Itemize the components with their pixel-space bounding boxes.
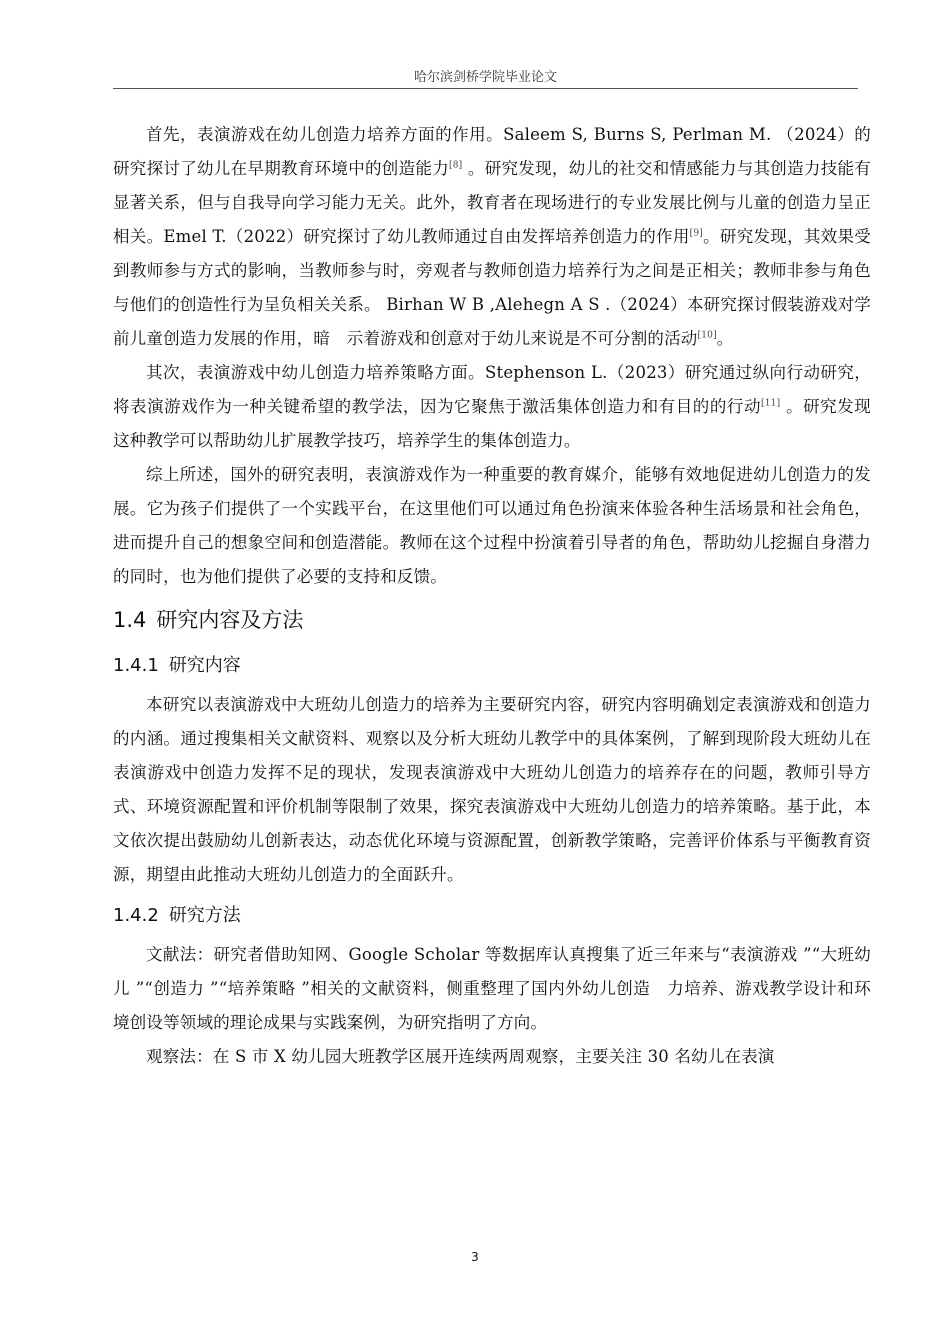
citation-8: [8] [449, 160, 463, 171]
citation-9: [9] [689, 228, 704, 239]
text: 其次，表演游戏中幼儿创造力培养策略方面。Stephenson L.（2023）研究通过纵向行动研究，将表演游戏作为一种关键希望的教学法，因为它聚焦于激活集体创造力和有目的的行动 [113, 363, 871, 416]
text: 。研究发现，其效果受到教师参与方式的影响，当教师参与时，旁观者与教师创造力培养行为之间是正相关；教师非参与角色与他们的创造性行为呈负相关关系。 Birhan W B ,Alehegn A S .（2024）本研究探讨假装游戏对学前儿童创造力发展的作用，暗 示着游戏和创意对于幼儿来说是不可分割的活动 [113, 227, 872, 348]
text: 。研究发现，幼儿的社交和情感能力与其创造力技能有显著关系，但与自我导向学习能力无关。此外，教育者在现场进行的专业发展比例与儿童的创造力呈正相关。Emel T.（2022）研究探讨了幼儿教师通过自由发挥培养创造力的作用 [113, 159, 871, 246]
section-title: 研究内容及方法 [156, 608, 304, 632]
paragraph-literature-method: 文献法：研究者借助知网、Google Scholar 等数据库认真搜集了近三年来与“表演游戏 ”“大班幼儿 ”“创造力 ”“培养策略 ”相关的文献资料，侧重整理了国内外幼儿创造 力培养、游戏教学设计和环境创设等领域的理论成果与实践案例，为研究指明了方向。 [113, 945, 871, 1032]
section-title: 研究内容 [168, 655, 241, 676]
section-title: 研究方法 [168, 905, 241, 926]
paragraph-observation-method: 观察法：在 S 市 X 幼儿园大班教学区展开连续两周观察，主要关注 30 名幼儿在表演 [146, 1047, 775, 1066]
page-number: 3 [471, 1250, 479, 1264]
header-rule [113, 88, 858, 89]
paragraph-research-content: 本研究以表演游戏中大班幼儿创造力的培养为主要研究内容，研究内容明确划定表演游戏和创造力的内涵。通过搜集相关文献资料、观察以及分析大班幼儿教学中的具体案例，了解到现阶段大班幼儿在表演游戏中创造力发挥不足的现状，发现表演游戏中大班幼儿创造力的培养存在的问题，教师引导方式、环境资源配置和评价机制等限制了效果，探究表演游戏中大班幼儿创造力的培养策略。基于此，本文依次提出鼓励幼儿创新表达，动态优化环境与资源配置，创新教学策略，完善评价体系与平衡教育资源，期望由此推动大班幼儿创造力的全面跃升。 [113, 695, 871, 884]
section-number: 1.4 [113, 608, 147, 632]
section-number: 1.4.1 [113, 655, 159, 676]
paragraph-foreign-research-roles [113, 118, 871, 356]
citation-10: [10] [697, 330, 717, 341]
page-body [113, 118, 871, 1074]
section-heading-1-4-2 [113, 896, 871, 936]
section-heading-1-4-1 [113, 646, 871, 686]
text: 首先，表演游戏在幼儿创造力培养方面的作用。Saleem S, Burns S, Perlman M. （2024）的研究探讨了幼儿在早期教育环境中的创造能力 [113, 125, 871, 178]
paragraph-summary: 综上所述，国外的研究表明，表演游戏作为一种重要的教育媒介，能够有效地促进幼儿创造力的发展。它为孩子们提供了一个实践平台，在这里他们可以通过角色扮演来体验各种生活场景和社会角色，进而提升自己的想象空间和创造潜能。教师在这个过程中扮演着引导者的角色，帮助幼儿挖掘自身潜力的同时，也为他们提供了必要的支持和反馈。 [113, 465, 871, 586]
section-heading-1-4 [113, 598, 871, 642]
citation-11: [11] [761, 398, 781, 409]
running-header: 哈尔滨剑桥学院毕业论文 [413, 70, 557, 85]
paragraph-foreign-research-strategies [113, 356, 871, 458]
text: 。 [716, 329, 734, 348]
text: 。研究发现这种教学可以帮助幼儿扩展教学技巧，培养学生的集体创造力。 [113, 397, 871, 450]
section-number: 1.4.2 [113, 905, 159, 926]
